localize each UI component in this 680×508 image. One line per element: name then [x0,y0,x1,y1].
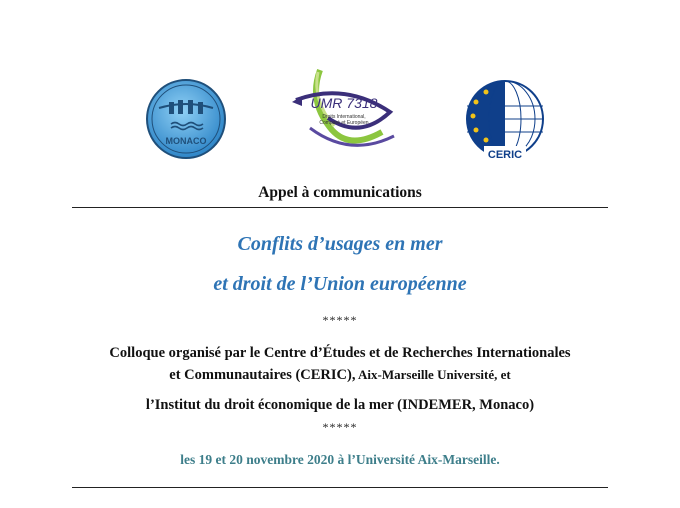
umr-logo-subtitle-1: Droits International, [322,114,366,120]
organizer-line-2-rest: Aix-Marseille Université, et [355,367,511,382]
umr-logo-subtitle-2: Comparé et Européen [319,120,369,126]
event-dates: les 19 et 20 novembre 2020 à l’Université Aix-Marseille. [180,452,500,467]
indemer-logo [145,78,227,160]
ceric-logo-text: CERIC [487,149,523,161]
organizer-line-1: Colloque organisé par le Centre d’Études et de Recherches Internationales [109,345,571,361]
umr-logo-title: UMR 7318 [310,95,378,111]
indemer-logo-text: MONACO [165,136,207,146]
separator-stars-2: ***** [322,420,358,434]
conference-title-line-2: et droit de l’Union européenne [213,273,467,295]
ceric-logo [462,78,548,168]
separator-stars: ***** [322,313,358,327]
bottom-divider [72,487,608,488]
umr-7318-logo [290,62,400,160]
organizer-line-3: l’Institut du droit économique de la mer (INDEMER, Monaco) [145,397,535,413]
organizer-line-2-main: et Communautaires (CERIC), [169,367,356,383]
top-divider [72,207,608,208]
conference-title-line-1: Conflits d’usages en mer [237,233,443,255]
organizer-line-2 [0,364,680,386]
call-for-papers-heading: Appel à communications [258,184,422,201]
